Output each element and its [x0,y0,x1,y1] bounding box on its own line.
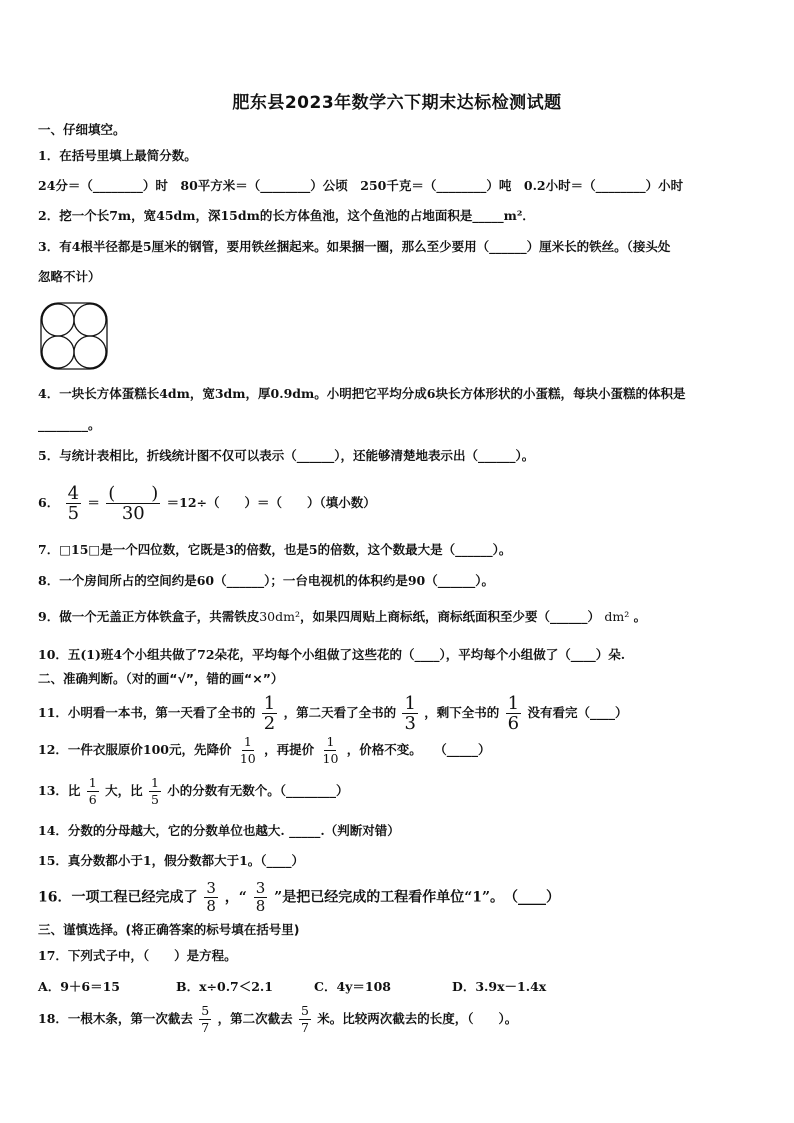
question-2: 2．挖一个长7m，宽45dm，深15dm的长方体鱼池，这个鱼池的占地面积是_____m²． [38,208,535,223]
section-heading-choice: 三、谨慎选择。(将正确答案的标号填在括号里) [38,922,300,937]
question-3-line1: 3．有4根半径都是5厘米的钢管，要用铁丝捆起来。如果捆一圈，那么至少要用（______）厘米长的铁丝。（接头处 [38,239,671,254]
question-6-rest: ＝12÷（ ）＝（ ）（填小数） [166,495,376,510]
question-6 [38,484,376,523]
fraction: $\frac{1}{10}$ [239,734,256,766]
four-pipes-figure [40,302,110,372]
fraction: $\frac{1}{6}$ [507,693,520,734]
section-heading-judge: 二、准确判断。（对的画“√”，错的画“×”） [38,671,284,686]
question-10: 10．五(1)班4个小组共做了72朵花，平均每个小组做了这些花的（____），平均每个小组做了（____）朵. [38,647,626,662]
fraction: $\frac{1}{3}$ [404,693,416,734]
question-13: 13．比 $\frac{1}{6}$ 大，比 $\frac{1}{5}$ 小的分数有无数个。（________） [38,775,349,807]
question-12: 12．一件衣服原价100元，先降价 $\frac{1}{10}$ ，再提价 $\frac{1}{10}$ ，价格不变。 （_____） [38,734,491,766]
fraction: $\frac{1}{6}$ [88,775,97,807]
question-17-option-d: D．3.9x－1.4x [452,979,547,994]
fraction: $\frac{1}{5}$ [150,775,159,807]
pipe-circle [42,336,74,368]
question-9: 9．做一个无盖正方体铁盒子，共需铁皮30dm²，如果四周贴上商标纸，商标纸面积至少要（______） dm² 。 [38,609,647,624]
page-title: 肥东县2023年数学六下期末达标检测试题 [232,93,562,113]
question-16: 16．一项工程已经完成了 $\frac{3}{8}$ ，“ $\frac{3}{8}$ ”是把已经完成的工程看作单位“1”。 （____） [38,879,561,915]
fraction: $\frac{3}{8}$ [255,879,266,915]
question-7: 7．□15□是一个四位数，它既是3的倍数，也是5的倍数，这个数最大是（______）。 [38,542,512,557]
section-heading-fill: 一、仔细填空。 [38,122,126,137]
fraction-blank: ( ) 30 [108,483,159,524]
fraction: $\frac{5}{7}$ [300,1003,309,1035]
question-18: 18．一根木条，第一次截去 $\frac{5}{7}$ ，第二次截去 $\frac{5}{7}$ 米。比较两次截去的长度，（ ）。 [38,1003,518,1035]
pipe-circle [74,304,106,336]
question-4-line1: 4．一块长方体蛋糕长4dm，宽3dm，厚0.9dm。小明把它平均分成6块长方体形状的小蛋糕，每块小蛋糕的体积是 [38,386,686,401]
question-17-option-a: A．9＋6＝15 [38,979,120,994]
pipe-circle [42,304,74,336]
wire-outline [41,303,107,369]
question-number: 6． [38,495,60,510]
question-17-option-b: B．x÷0.7＜2.1 [176,979,273,994]
question-15: 15．真分数都小于1，假分数都大于1。（____） [38,853,305,868]
fraction: $\frac{1}{2}$ [263,693,276,734]
question-5: 5．与统计表相比，折线统计图不仅可以表示（______），还能够清楚地表示出（______）。 [38,448,535,463]
fraction: $\frac{4}{5}$ [67,483,80,524]
pipe-circle [74,336,106,368]
question-1-items: 24分＝（________）时 80平方米＝（________）公顷 250千克＝（________）吨 0.2小时＝（________）小时 [38,178,684,193]
question-3-line2: 忽略不计） [38,269,101,284]
question-4-line2: ________。 [38,417,101,432]
question-11: 11．小明看一本书，第一天看了全书的 $\frac{1}{2}$ ，第二天看了全书的 $\frac{1}{3}$ ，剩下全书的 $\frac{1}{6}$ 没有看完（____） [38,693,628,734]
question-8: 8．一个房间所占的空间约是60（______）；一台电视机的体积约是90（______）。 [38,573,494,588]
question-14: 14．分数的分母越大，它的分数单位也越大. _____.（判断对错） [38,823,400,838]
question-1-stem: 1．在括号里填上最简分数。 [38,148,197,163]
fraction: $\frac{5}{7}$ [201,1003,210,1035]
equals-sign: ＝ [87,495,100,510]
question-17-option-c: C．4y＝108 [314,979,392,994]
fraction: $\frac{1}{10}$ [322,734,339,766]
fraction: $\frac{3}{8}$ [206,879,216,915]
question-17-stem: 17．下列式子中，（ ）是方程。 [38,948,237,963]
